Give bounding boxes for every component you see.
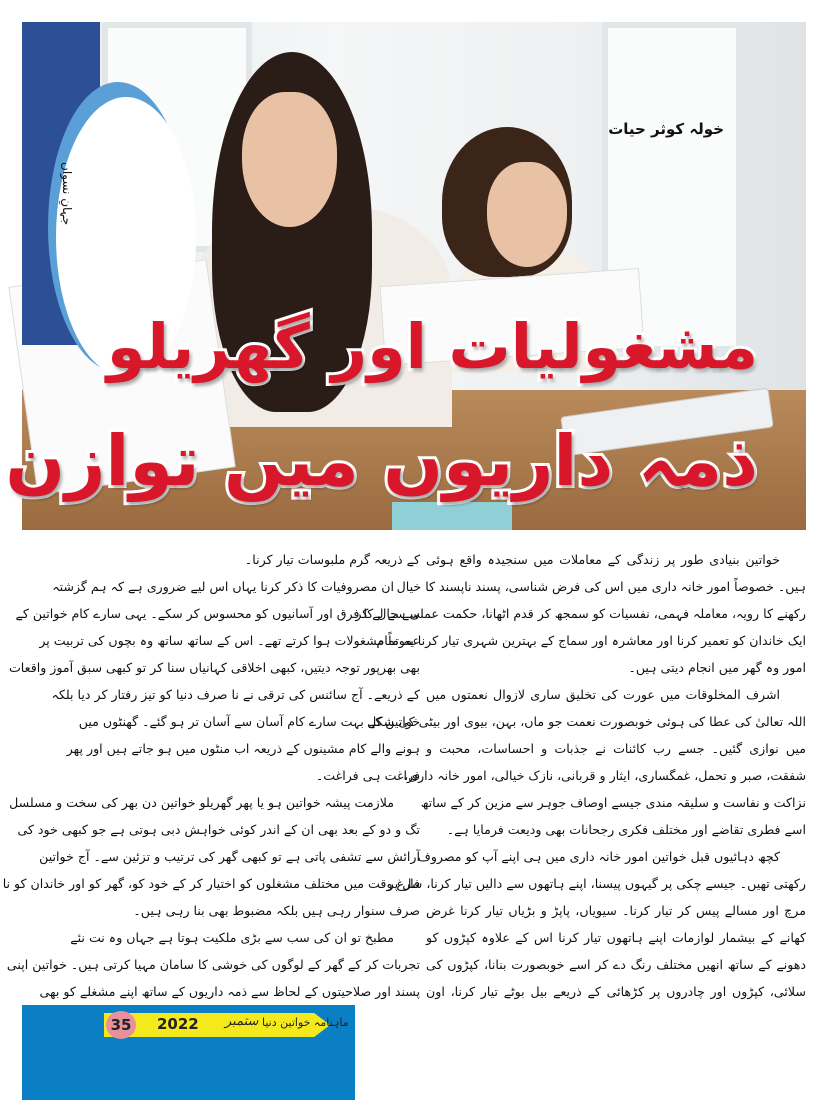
text-line: ملازمت پیشہ خواتین ہو یا پھر گھریلو خواتین دن بھر کی سخت و مسلسل — [9, 795, 394, 810]
text-line: نزاکت و نفاست و سلیقہ مندی جیسے اوصاف جوہر سے مزین کر کے ساتھ — [420, 795, 806, 810]
text-line: اشرف المخلوقات میں عورت کی تخلیق ساری لازوال نعمتوں میں — [426, 687, 780, 702]
text-line: کے ذریعہ گرم ملبوسات تیار کرنا۔ — [244, 552, 420, 567]
text-line: دھونے کے ساتھ انھیں مختلف رنگ دے کر اسے خوبصورت بنانا، کپڑوں کی — [426, 957, 806, 972]
issue-month: ستمبر — [225, 1014, 259, 1029]
woman-face — [242, 92, 337, 227]
child-face — [487, 162, 567, 267]
author-name: خولہ کوثر حیات — [608, 120, 724, 138]
page-number: 35 — [106, 1011, 136, 1039]
text-line: صرف سنوار رہی ہیں بلکہ مضبوط بھی بنا رہی ہیں۔ — [133, 903, 420, 918]
text-line: پسند اور صلاحیتوں کے لحاظ سے ذمہ داریوں کے ساتھ اپنے مشغلے کو بھی — [39, 984, 420, 999]
text-line: بھی بھرپور توجہ دیتیں، کبھی اخلاقی کہانیاں سنا کر تو کبھی سبق آموز واقعات — [8, 660, 420, 675]
text-line: رکھنے کا رویہ، معاملہ فہمی، نفسیات کو سمجھ کر قدم اٹھانا، حکمت عملی سے لے کر — [355, 606, 806, 621]
page-footer — [22, 1005, 355, 1100]
text-line: آرائش سے تشفی پاتی ہے تو کبھی گھر کی ترتیب و تزئین سے۔ آج خواتین — [39, 849, 420, 864]
text-line: عموماً مشغولات ہوا کرتے تھے۔ اس کے ساتھ ساتھ وہ بچوں کی تربیت پر — [39, 633, 420, 648]
magazine-name: ماہنامہ خواتین دنیا — [262, 1016, 349, 1029]
text-column-left — [2, 546, 420, 1005]
text-line: ہیں۔ خصوصاً امور خانہ داری میں اس کی فرض شناسی، پسند ناپسند کا خیال — [396, 579, 806, 594]
text-line: خواتین کے بہت سارے کام آسان سے آسان تر ہو گئے۔ گھنٹوں میں — [78, 714, 420, 729]
text-line: ان مصروفیات کا ذکر کرنا یہاں اس لیے ضروری ہے کہ ہم گزشتہ — [52, 579, 394, 594]
article-title-line2: ذمہ داریوں میں توازن — [5, 420, 758, 502]
text-line: سلائی، کپڑوں اور چادروں پر کڑھائی کے ذریعے بیل بوٹے تیار کرنا، اون — [426, 984, 806, 999]
section-strip — [22, 22, 100, 345]
text-line: سے حال کا فرق اور آسانیوں کو محسوس کر سکے۔ یہی سارے کام خواتین کے — [15, 606, 420, 621]
text-line: کھانے کے بیشمار لوازمات اپنے ہاتھوں تیار کرنا اس کے علاوہ کپڑوں کو — [426, 930, 806, 945]
text-line: مطبخ تو ان کی سب سے بڑی ملکیت ہوتا ہے جہاں وہ نت نئے — [70, 930, 394, 945]
text-line: ہونے والے کام مشینوں کے ذریعہ اب منٹوں میں ہو جاتے ہیں اور پھر — [66, 741, 420, 756]
issue-year: 2022 — [157, 1015, 199, 1033]
section-label: جہانِ نسواں — [60, 162, 74, 226]
article-photo — [5, 22, 806, 530]
text-line: کے ذریعے۔ آج سائنس کی ترقی نے نا صرف دنیا کو تیز رفتار کر دیا بلکہ — [51, 687, 420, 702]
text-line: اسے فطری تقاضے اور مختلف فکری رجحانات بھی ودیعت فرمایا ہے۔ — [446, 822, 806, 837]
text-line: تجربات کر کے گھر کے لوگوں کی خوشی کا سامان مہیا کرتی ہیں۔ خواتین اپنی — [6, 957, 420, 972]
text-line: فارغ وقت میں مختلف مشغلوں کو اختیار کر کے خود کو، گھر کو اور خاندان کو نا — [2, 876, 420, 891]
text-line: اللہ تعالیٰ کی عطا کی ہوئی خوبصورت نعمت جو ماں، بہن، بیوی اور بیٹی کی شکل — [367, 714, 806, 729]
text-line: مرچ اور مسالے پیس کر تیار کرنا۔ سیویاں، پاپڑ و بڑیاں تیار کرنا غرض — [426, 903, 806, 918]
text-line: میں نوازی گئیں۔ جسے رب کائنات نے جذبات و احساسات، محبت و — [426, 741, 806, 756]
text-line: فراغت ہی فراغت۔ — [315, 768, 420, 783]
text-line: خواتین بنیادی طور پر زندگی کے معاملات میں سنجیدہ واقع ہوئی — [426, 552, 780, 567]
text-line: شفقت، صبر و تحمل، غمگساری، ایثار و قربانی، نازک خیالی، امور خانہ داری، — [404, 768, 806, 783]
text-line: کچھ دہائیوں قبل خواتین امور خانہ داری میں ہی اپنے آپ کو مصروف — [417, 849, 780, 864]
text-line: رکھتی تھیں۔ جیسے چکی پر گیہوں پیسنا، اپنے ہاتھوں سے دالیں تیار کرنا، سل پر — [387, 876, 806, 891]
text-line: امور وہ گھر میں انجام دیتی ہیں۔ — [628, 660, 806, 675]
notebook — [392, 502, 512, 530]
article-title-line1: مشغولیات اور گھریلو — [106, 310, 758, 383]
text-line: تگ و دو کے بعد بھی ان کے اندر کوئی خواہش دبی ہوتی ہے جو کبھی خود کی — [17, 822, 420, 837]
text-line: ایک خاندان کو تعمیر کرنا اور معاشرہ اور سماج کے بہترین شہری تیار کرنا یہ تمام — [376, 633, 806, 648]
